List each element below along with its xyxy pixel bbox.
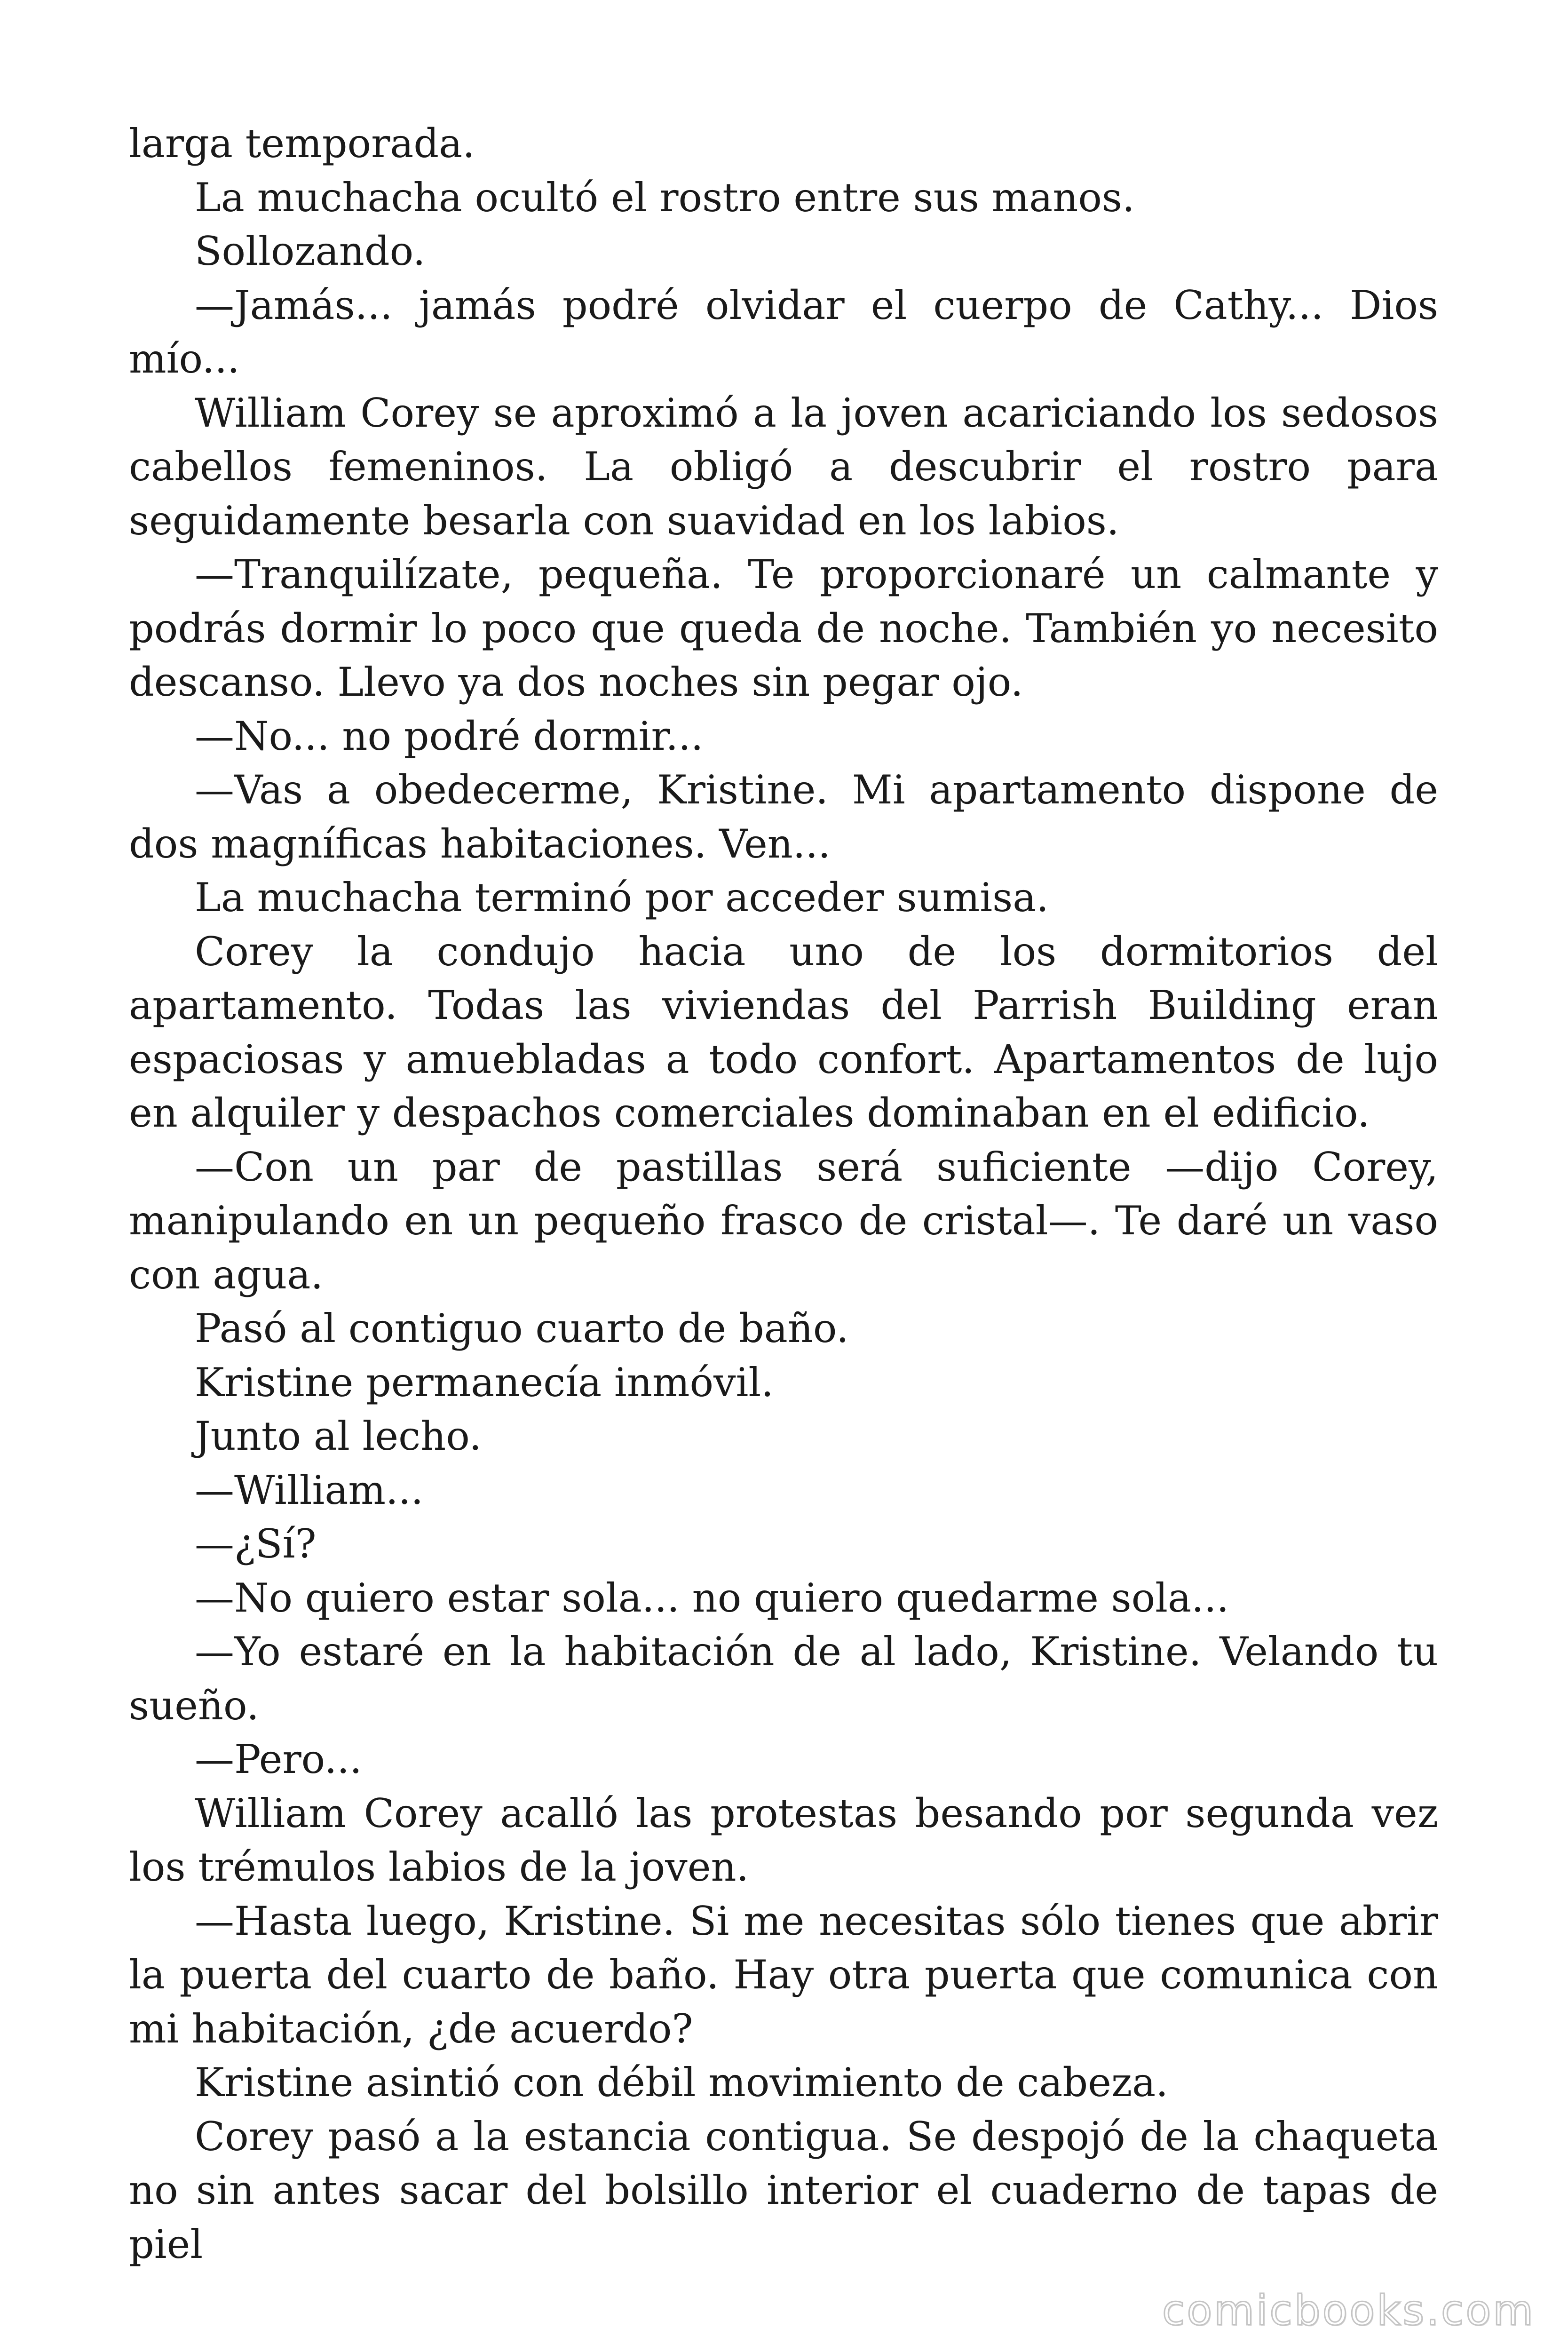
paragraph: Sollozando. bbox=[195, 228, 426, 274]
paragraph: larga temporada. bbox=[129, 120, 475, 167]
paragraph: La muchacha terminó por acceder sumisa. bbox=[195, 874, 1049, 921]
paragraph: William Corey acalló las protestas besando por segunda vez los trémulos labios de la joven. bbox=[129, 1790, 1438, 1890]
paragraph: William Corey se aproximó a la joven acariciando los sedosos cabellos femeninos. La obligó a descubrir el rostro para seguidamente besarla con suavidad en los labios. bbox=[129, 389, 1438, 544]
watermark: comicbooks.com bbox=[1162, 2286, 1535, 2335]
paragraph: Kristine asintió con débil movimiento de cabeza. bbox=[195, 2059, 1168, 2106]
paragraph: Corey pasó a la estancia contigua. Se despojó de la chaqueta no sin antes sacar del bolsillo interior el cuaderno de tapas de piel bbox=[129, 2113, 1438, 2267]
paragraph: —Jamás... jamás podré olvidar el cuerpo de Cathy... Dios mío... bbox=[129, 282, 1438, 382]
paragraph: —No... no podré dormir... bbox=[195, 713, 704, 759]
paragraph: —Yo estaré en la habitación de al lado, Kristine. Velando tu sueño. bbox=[129, 1629, 1438, 1729]
paragraph: —Con un par de pastillas será suficiente —dijo Corey, manipulando en un pequeño frasco de cristal—. Te daré un vaso con agua. bbox=[129, 1144, 1438, 1298]
paragraph: La muchacha ocultó el rostro entre sus manos. bbox=[195, 174, 1135, 221]
paragraph: Corey la condujo hacia uno de los dormitorios del apartamento. Todas las viviendas del Parrish Building eran espaciosas y amuebladas a todo confort. Apartamentos de lujo en alquiler y despachos comerciales dominaban en el edificio. bbox=[129, 928, 1438, 1136]
paragraph: Kristine permanecía inmóvil. bbox=[195, 1359, 774, 1406]
paragraph: —No quiero estar sola... no quiero quedarme sola... bbox=[195, 1574, 1229, 1621]
paragraph: Junto al lecho. bbox=[195, 1413, 482, 1459]
body-text bbox=[129, 117, 1438, 2271]
paragraph: —Vas a obedecerme, Kristine. Mi apartamento dispone de dos magníficas habitaciones. Ven... bbox=[129, 767, 1438, 867]
paragraph: —Hasta luego, Kristine. Si me necesitas sólo tienes que abrir la puerta del cuarto de baño. Hay otra puerta que comunica con mi habitación, ¿de acuerdo? bbox=[129, 1898, 1438, 2052]
paragraph: Pasó al contiguo cuarto de baño. bbox=[195, 1305, 849, 1351]
paragraph: —¿Sí? bbox=[195, 1521, 317, 1567]
paragraph: —Tranquilízate, pequeña. Te proporcionaré un calmante y podrás dormir lo poco que queda de noche. También yo necesito descanso. Llevo ya dos noches sin pegar ojo. bbox=[129, 551, 1438, 705]
paragraph: —Pero... bbox=[195, 1736, 362, 1782]
paragraph: —William... bbox=[195, 1467, 424, 1513]
